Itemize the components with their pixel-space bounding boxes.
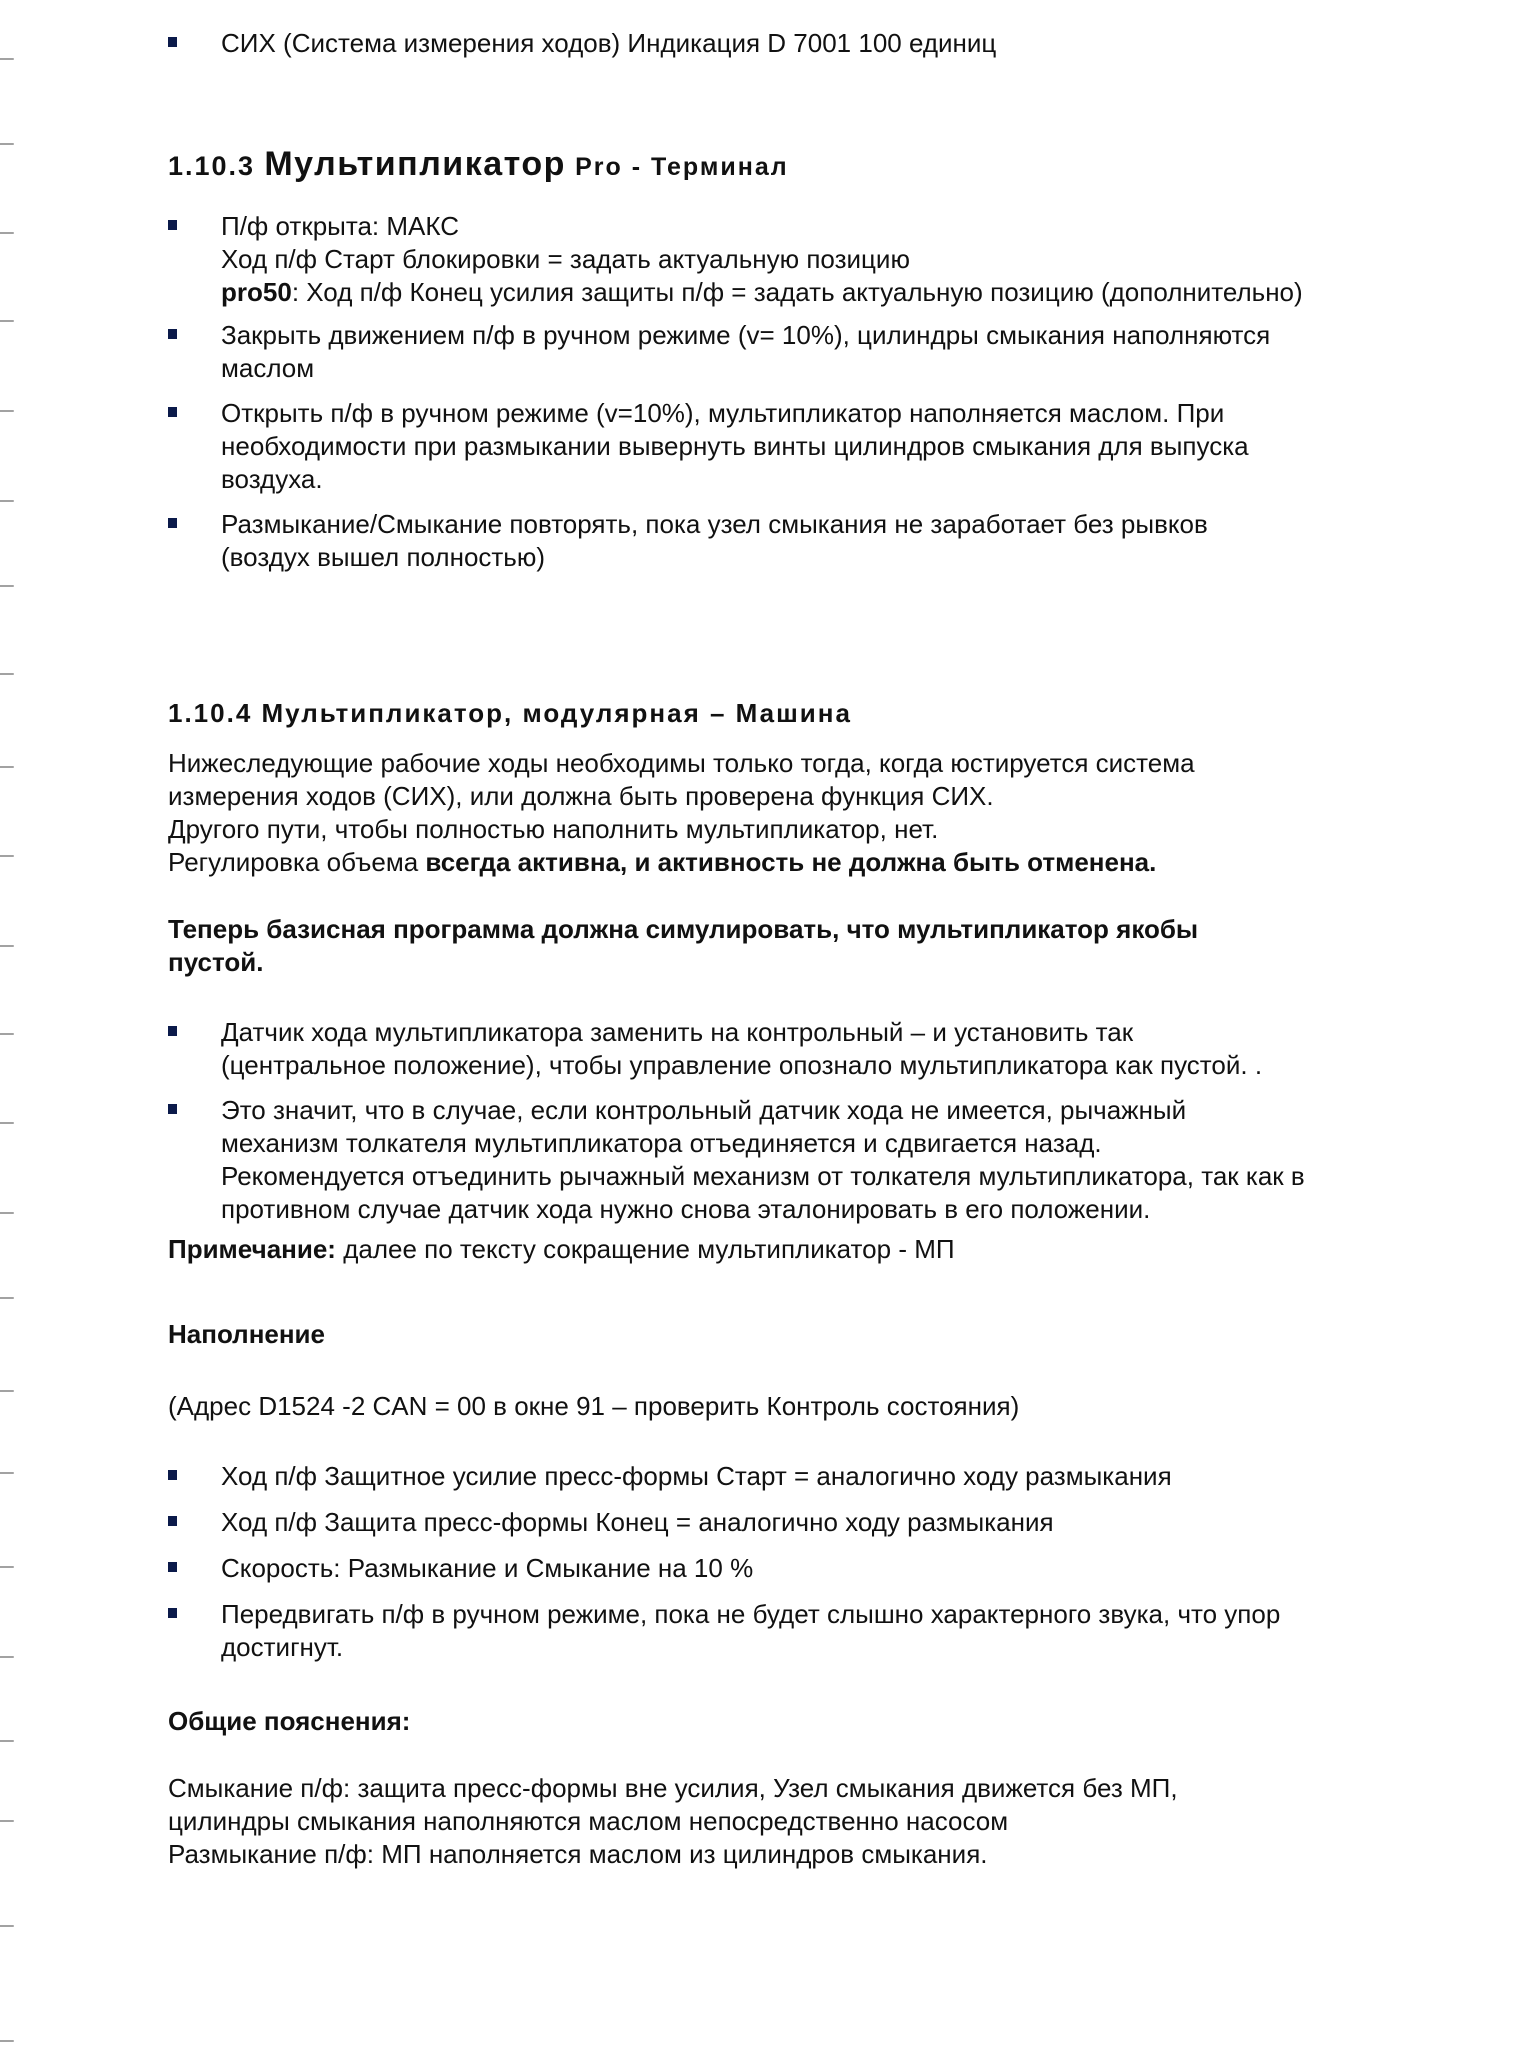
binding-mark xyxy=(0,1656,14,1658)
binding-mark xyxy=(0,232,14,234)
filling-address: (Адрес D1524 -2 CAN = 00 в окне 91 – проверить Контроль состояния) xyxy=(168,1391,1020,1421)
paragraph-line: Смыкание п/ф: защита пресс-формы вне усилия, Узел смыкания движется без МП, xyxy=(168,1773,1178,1803)
list-item-line: Датчик хода мультипликатора заменить на контрольный – и установить так xyxy=(221,1017,1134,1047)
binding-mark xyxy=(0,766,14,768)
binding-mark xyxy=(0,673,14,675)
list-item-line: Закрыть движением п/ф в ручном режиме (v= 10%), цилиндры смыкания наполняются xyxy=(221,320,1271,350)
square-bullet-icon xyxy=(168,1562,177,1572)
paragraph-line: Нижеследующие рабочие ходы необходимы только тогда, когда юстируется система xyxy=(168,748,1195,778)
intro-paragraph xyxy=(168,747,1448,879)
list-item-line: Скорость: Размыкание и Смыкание на 10 % xyxy=(221,1553,754,1583)
square-bullet-icon xyxy=(168,1026,177,1036)
binding-mark xyxy=(0,1297,14,1299)
list-item-line: маслом xyxy=(221,353,315,383)
paragraph-line: цилиндры смыкания наполняются маслом непосредственно насосом xyxy=(168,1806,1009,1836)
list-item-line: Это значит, что в случае, если контрольный датчик хода не имеется, рычажный xyxy=(221,1095,1187,1125)
paragraph-line: пустой. xyxy=(168,947,264,977)
section-heading-1-10-3 xyxy=(168,145,789,184)
square-bullet-icon xyxy=(168,1470,177,1480)
list-item-line: Передвигать п/ф в ручном режиме, пока не будет слышно характерного звука, что упор xyxy=(221,1599,1281,1629)
list-item-line xyxy=(221,276,1441,309)
general-paragraph xyxy=(168,1772,1448,1871)
note-label: Примечание: xyxy=(168,1234,336,1264)
list-item-line: Ход п/ф Защита пресс-формы Конец = аналогично ходу размыкания xyxy=(221,1507,1054,1537)
square-bullet-icon xyxy=(168,1608,177,1618)
binding-mark xyxy=(0,143,14,145)
paragraph-line xyxy=(168,846,1448,879)
binding-mark xyxy=(0,855,14,857)
paragraph-emphasis: всегда активна, и активность не должна быть отменена. xyxy=(425,847,1157,877)
section-number: 1.10.3 xyxy=(168,151,256,181)
list-item-line: Открыть п/ф в ручном режиме (v=10%), мультипликатор наполняется маслом. При xyxy=(221,398,1225,428)
paragraph-text: Регулировка объема xyxy=(168,847,426,877)
binding-mark xyxy=(0,945,14,947)
binding-mark xyxy=(0,1390,14,1392)
paragraph-line: измерения ходов (СИХ), или должна быть проверена функция СИХ. xyxy=(168,781,994,811)
paragraph-line: Другого пути, чтобы полностью наполнить мультипликатор, нет. xyxy=(168,814,939,844)
square-bullet-icon xyxy=(168,1104,177,1114)
list-item-line: воздуха. xyxy=(221,464,323,494)
binding-mark xyxy=(0,1122,14,1124)
binding-mark xyxy=(0,1212,14,1214)
list-item-line: (воздух вышел полностью) xyxy=(221,542,546,572)
list-item-line: Ход п/ф Защитное усилие пресс-формы Старт = аналогично ходу размыкания xyxy=(221,1461,1172,1491)
square-bullet-icon xyxy=(168,407,177,417)
square-bullet-icon xyxy=(168,518,177,528)
section-title-suffix: Pro - Терминал xyxy=(575,153,789,181)
binding-edge xyxy=(0,0,20,2048)
note xyxy=(168,1233,1448,1266)
list-item-line: Размыкание/Смыкание повторять, пока узел смыкания не заработает без рывков xyxy=(221,509,1208,539)
binding-mark xyxy=(0,58,14,60)
emphasis-paragraph xyxy=(168,913,1448,979)
list-item-text: СИХ (Система измерения ходов) Индикация D 7001 100 единиц xyxy=(221,28,997,58)
filling-heading: Наполнение xyxy=(168,1319,326,1349)
list-item-line: П/ф открыта: МАКС xyxy=(221,211,459,241)
square-bullet-icon xyxy=(168,37,177,47)
list-item-line-rest: : Ход п/ф Конец усилия защиты п/ф = задать актуальную позицию (дополнительно) xyxy=(291,277,1303,307)
binding-mark xyxy=(0,2040,14,2042)
list-item-line: Ход п/ф Старт блокировки = задать актуальную позицию xyxy=(221,244,910,274)
section-heading-1-10-4: 1.10.4 Мультипликатор, модулярная – Машина xyxy=(168,698,852,728)
binding-mark xyxy=(0,1820,14,1822)
binding-mark xyxy=(0,500,14,502)
list-item-line: Рекомендуется отъединить рычажный механизм от толкателя мультипликатора, так как в xyxy=(221,1161,1305,1191)
paragraph-line: Теперь базисная программа должна симулировать, что мультипликатор якобы xyxy=(168,914,1199,944)
binding-mark xyxy=(0,410,14,412)
square-bullet-icon xyxy=(168,220,177,230)
binding-mark xyxy=(0,1925,14,1927)
binding-mark xyxy=(0,585,14,587)
binding-mark xyxy=(0,1033,14,1035)
paragraph-line: Размыкание п/ф: МП наполняется маслом из цилиндров смыкания. xyxy=(168,1839,988,1869)
list-item-line: противном случае датчик хода нужно снова эталонировать в его положении. xyxy=(221,1194,1151,1224)
binding-mark xyxy=(0,320,14,322)
list-item-line: (центральное положение), чтобы управление опознало мультипликатора как пустой. . xyxy=(221,1050,1263,1080)
note-line xyxy=(168,1233,1448,1266)
section-title-main: Мультипликатор xyxy=(264,145,566,183)
square-bullet-icon xyxy=(168,329,177,339)
list-item-line: механизм толкателя мультипликатора отъединяется и сдвигается назад. xyxy=(221,1128,1102,1158)
note-text: далее по тексту сокращение мультипликатор - МП xyxy=(335,1234,955,1264)
general-heading: Общие пояснения: xyxy=(168,1706,411,1736)
square-bullet-icon xyxy=(168,1516,177,1526)
binding-mark xyxy=(0,1740,14,1742)
model-label: pro50 xyxy=(221,277,292,307)
binding-mark xyxy=(0,1566,14,1568)
list-item-line: необходимости при размыкании вывернуть винты цилиндров смыкания для выпуска xyxy=(221,431,1249,461)
list-item-line: достигнут. xyxy=(221,1632,344,1662)
binding-mark xyxy=(0,1472,14,1474)
